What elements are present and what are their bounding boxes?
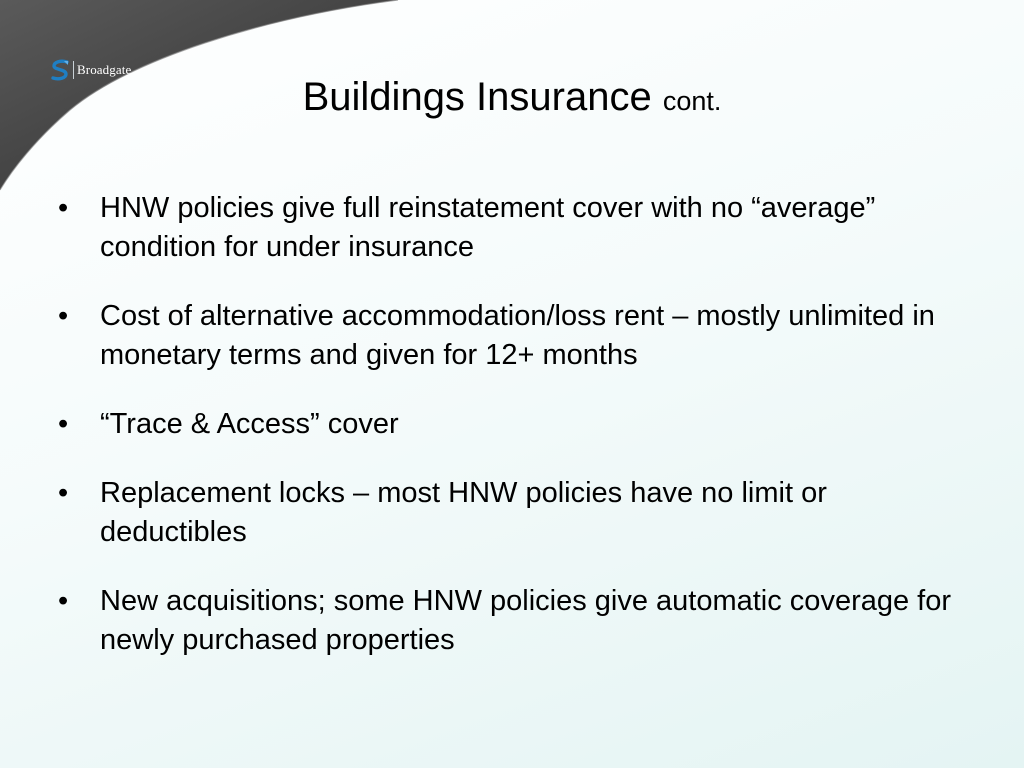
slide-title-suffix: cont.: [662, 86, 722, 116]
bullet-item-trace-access: • “Trace & Access” cover: [58, 405, 978, 444]
bullet-item-alternative-accommodation: • Cost of alternative accommodation/loss rent – mostly unlimited in monetary terms and given for 12+ months: [58, 297, 978, 375]
slide-title-main: Buildings Insurance: [302, 75, 652, 119]
bullet-list: [58, 189, 978, 690]
bullet-item-replacement-locks: • Replacement locks – most HNW policies have no limit or deductibles: [58, 474, 978, 552]
logo-text: Broadgate: [77, 62, 132, 77]
bullet-item-new-acquisitions: • New acquisitions; some HNW policies give automatic coverage for newly purchased properties: [58, 582, 978, 660]
slide-title: [0, 74, 1024, 124]
bullet-item-reinstatement-cover: • HNW policies give full reinstatement cover with no “average” condition for under insurance: [58, 189, 978, 267]
